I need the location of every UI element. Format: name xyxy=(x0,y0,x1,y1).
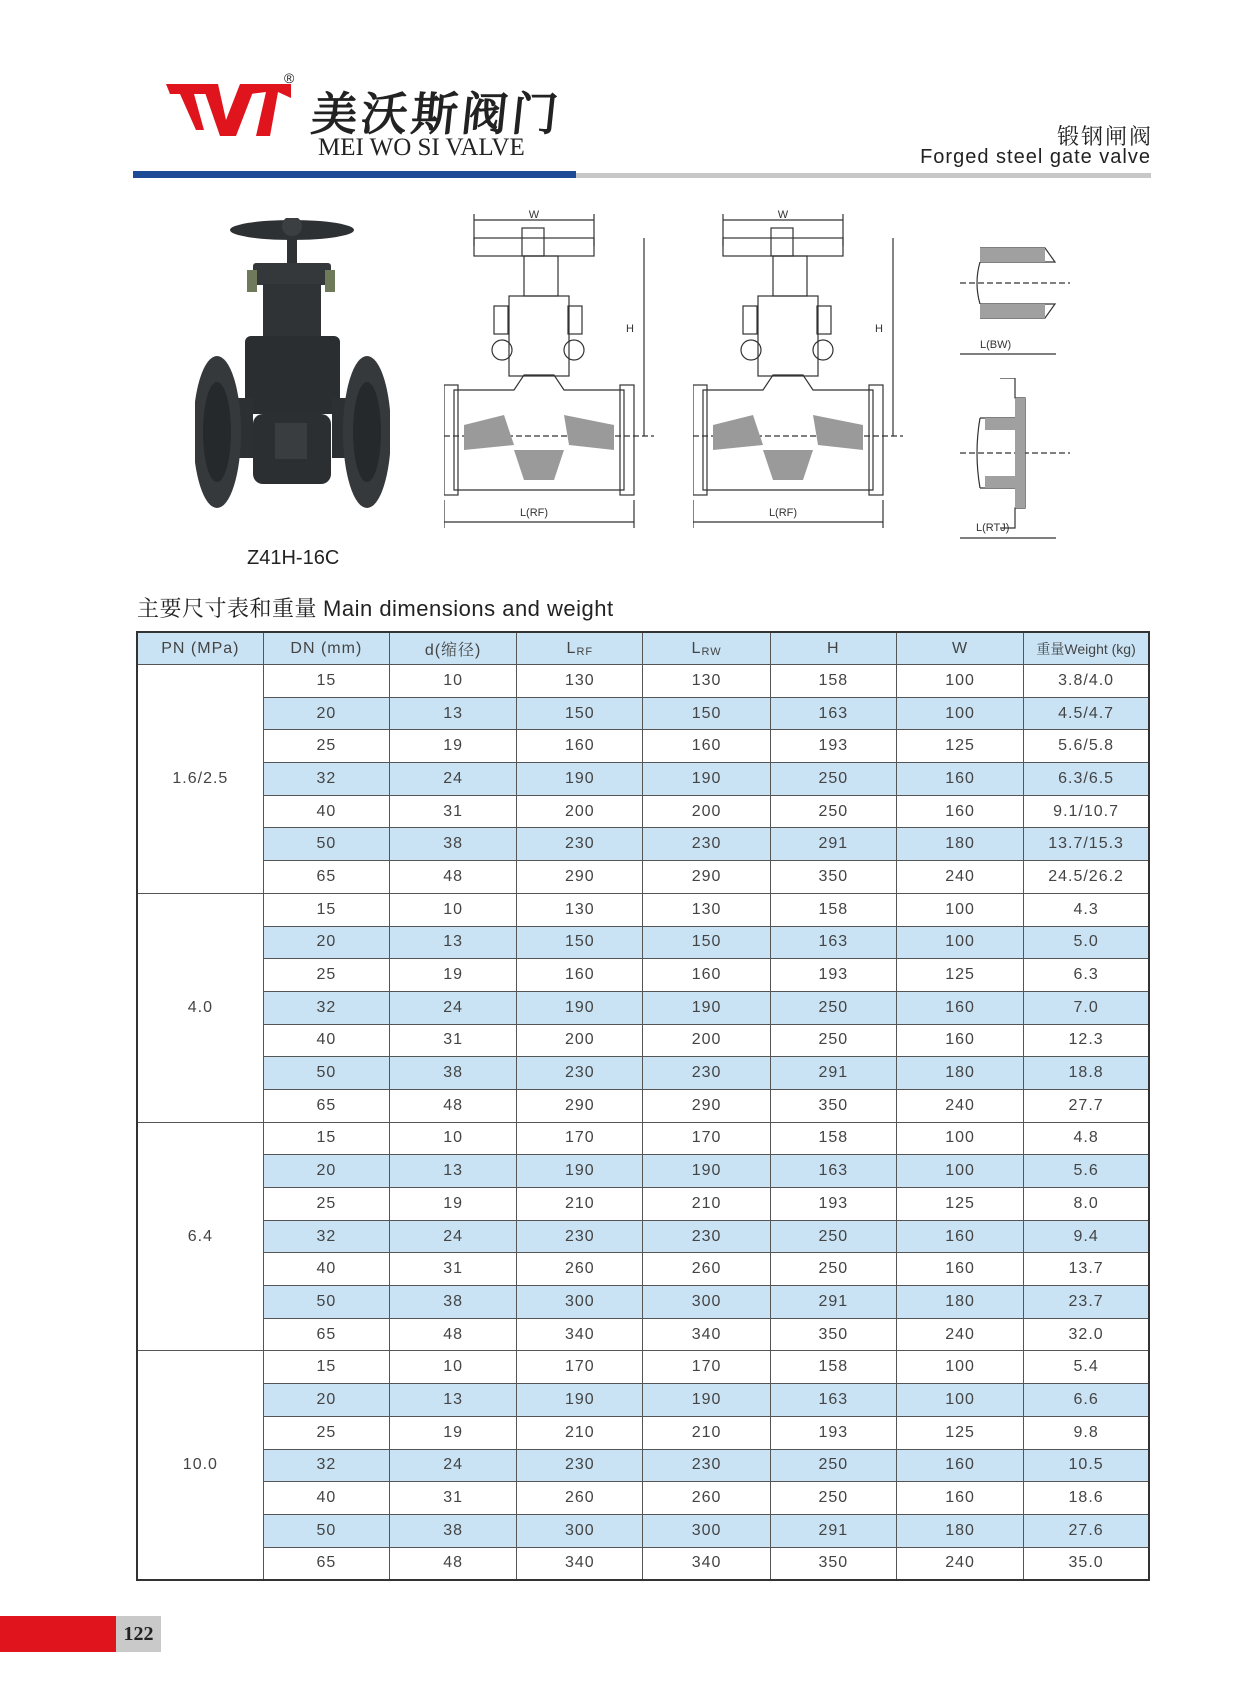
table-cell: 200 xyxy=(517,795,643,828)
table-cell: 250 xyxy=(770,1253,896,1286)
table-cell: 180 xyxy=(896,1057,1023,1090)
valve-photo-image xyxy=(195,218,390,538)
table-cell: 160 xyxy=(517,730,643,763)
table-cell: 230 xyxy=(643,1057,770,1090)
table-cell: 190 xyxy=(643,991,770,1024)
table-cell: 130 xyxy=(517,893,643,926)
table-cell: 180 xyxy=(896,1286,1023,1319)
table-cell: 15 xyxy=(263,1122,389,1155)
table-cell: 250 xyxy=(770,1482,896,1515)
table-cell: 230 xyxy=(643,1449,770,1482)
table-cell: 290 xyxy=(517,861,643,894)
table-row xyxy=(137,828,1149,861)
table-row xyxy=(137,1351,1149,1384)
table-row xyxy=(137,959,1149,992)
table-cell: 13 xyxy=(389,697,516,730)
table-row xyxy=(137,1122,1149,1155)
table-cell: 19 xyxy=(389,1416,516,1449)
header-d: d(缩径) xyxy=(389,632,516,665)
table-cell: 230 xyxy=(643,828,770,861)
bw-end-drawing xyxy=(960,238,1070,368)
table-cell: 48 xyxy=(389,1318,516,1351)
table-cell: 260 xyxy=(517,1482,643,1515)
table-cell: 4.5/4.7 xyxy=(1024,697,1149,730)
table-cell: 160 xyxy=(896,763,1023,796)
section-title xyxy=(137,592,620,623)
table-cell: 31 xyxy=(389,1482,516,1515)
table-cell: 291 xyxy=(770,1514,896,1547)
header-lrf: LRF xyxy=(517,632,643,665)
table-cell: 65 xyxy=(263,1547,389,1580)
rtj-label: L(RTJ) xyxy=(976,522,1010,534)
table-cell: 158 xyxy=(770,893,896,926)
table-row xyxy=(137,1057,1149,1090)
table-cell: 125 xyxy=(896,730,1023,763)
product-model-label: Z41H-16C xyxy=(247,547,340,569)
header-pn: PN (MPa) xyxy=(137,632,263,665)
table-cell: 38 xyxy=(389,1057,516,1090)
table-cell: 18.8 xyxy=(1024,1057,1149,1090)
table-cell: 160 xyxy=(896,1024,1023,1057)
table-row xyxy=(137,763,1149,796)
table-cell: 6.3/6.5 xyxy=(1024,763,1149,796)
table-cell: 190 xyxy=(517,1384,643,1417)
table-cell: 290 xyxy=(643,1089,770,1122)
pn-cell: 10.0 xyxy=(137,1351,263,1580)
table-cell: 19 xyxy=(389,959,516,992)
table-cell: 350 xyxy=(770,1089,896,1122)
table-cell: 240 xyxy=(896,1318,1023,1351)
table-cell: 100 xyxy=(896,697,1023,730)
table-cell: 130 xyxy=(517,665,643,698)
brand-name-en: MEI WO SI VALVE xyxy=(318,134,525,161)
table-cell: 340 xyxy=(517,1318,643,1351)
table-cell: 291 xyxy=(770,1057,896,1090)
table-row xyxy=(137,861,1149,894)
table-cell: 190 xyxy=(643,1155,770,1188)
table-cell: 160 xyxy=(643,959,770,992)
table-cell: 20 xyxy=(263,697,389,730)
header-rule-blue xyxy=(133,171,576,178)
table-cell: 65 xyxy=(263,1089,389,1122)
table-cell: 5.4 xyxy=(1024,1351,1149,1384)
table-cell: 20 xyxy=(263,926,389,959)
table-cell: 240 xyxy=(896,861,1023,894)
table-cell: 32 xyxy=(263,1220,389,1253)
table-cell: 250 xyxy=(770,1024,896,1057)
table-cell: 210 xyxy=(517,1416,643,1449)
table-cell: 230 xyxy=(517,1449,643,1482)
table-cell: 150 xyxy=(643,697,770,730)
table-cell: 38 xyxy=(389,1286,516,1319)
table-cell: 32 xyxy=(263,763,389,796)
table-cell: 32.0 xyxy=(1024,1318,1149,1351)
table-cell: 170 xyxy=(517,1351,643,1384)
table-cell: 340 xyxy=(643,1547,770,1580)
table-row xyxy=(137,1384,1149,1417)
table-cell: 15 xyxy=(263,1351,389,1384)
table-cell: 13.7/15.3 xyxy=(1024,828,1149,861)
table-row xyxy=(137,1318,1149,1351)
table-cell: 24 xyxy=(389,991,516,1024)
table-cell: 35.0 xyxy=(1024,1547,1149,1580)
table-row xyxy=(137,1286,1149,1319)
table-cell: 230 xyxy=(517,1220,643,1253)
table-cell: 163 xyxy=(770,1384,896,1417)
page-number: 122 xyxy=(116,1616,161,1652)
bw-label: L(BW) xyxy=(980,339,1012,351)
table-cell: 300 xyxy=(643,1514,770,1547)
header-h: H xyxy=(770,632,896,665)
table-row xyxy=(137,1482,1149,1515)
table-cell: 158 xyxy=(770,1351,896,1384)
table-cell: 180 xyxy=(896,1514,1023,1547)
table-cell: 38 xyxy=(389,828,516,861)
table-cell: 160 xyxy=(896,991,1023,1024)
valve-drawing-rf-left xyxy=(444,210,664,540)
table-row xyxy=(137,1220,1149,1253)
table-cell: 13 xyxy=(389,926,516,959)
table-cell: 4.3 xyxy=(1024,893,1149,926)
table-cell: 291 xyxy=(770,1286,896,1319)
table-cell: 300 xyxy=(517,1286,643,1319)
table-cell: 50 xyxy=(263,1286,389,1319)
table-cell: 160 xyxy=(896,1220,1023,1253)
valve-drawing-rf-right xyxy=(693,210,913,540)
table-cell: 13 xyxy=(389,1384,516,1417)
pn-cell: 6.4 xyxy=(137,1122,263,1351)
table-cell: 25 xyxy=(263,1188,389,1221)
table-cell: 19 xyxy=(389,1188,516,1221)
table-cell: 24 xyxy=(389,763,516,796)
table-row xyxy=(137,1155,1149,1188)
table-row xyxy=(137,1188,1149,1221)
table-cell: 240 xyxy=(896,1089,1023,1122)
drawing-h-label: H xyxy=(875,323,883,335)
table-cell: 13 xyxy=(389,1155,516,1188)
table-cell: 190 xyxy=(517,991,643,1024)
table-cell: 10 xyxy=(389,1122,516,1155)
table-cell: 158 xyxy=(770,665,896,698)
drawing-w-label: W xyxy=(777,210,789,221)
table-cell: 290 xyxy=(517,1089,643,1122)
table-cell: 200 xyxy=(643,795,770,828)
dimensions-table xyxy=(136,631,1150,1581)
table-cell: 9.8 xyxy=(1024,1416,1149,1449)
table-cell: 5.6/5.8 xyxy=(1024,730,1149,763)
table-cell: 260 xyxy=(643,1482,770,1515)
table-cell: 65 xyxy=(263,1318,389,1351)
table-cell: 31 xyxy=(389,1253,516,1286)
table-cell: 48 xyxy=(389,861,516,894)
table-cell: 38 xyxy=(389,1514,516,1547)
table-cell: 193 xyxy=(770,1188,896,1221)
table-cell: 230 xyxy=(517,1057,643,1090)
table-cell: 230 xyxy=(517,828,643,861)
table-cell: 160 xyxy=(517,959,643,992)
table-cell: 130 xyxy=(643,893,770,926)
table-cell: 160 xyxy=(643,730,770,763)
table-cell: 50 xyxy=(263,1057,389,1090)
table-cell: 250 xyxy=(770,1220,896,1253)
table-row xyxy=(137,1514,1149,1547)
table-cell: 350 xyxy=(770,1547,896,1580)
table-cell: 160 xyxy=(896,1253,1023,1286)
table-cell: 27.6 xyxy=(1024,1514,1149,1547)
table-cell: 240 xyxy=(896,1547,1023,1580)
table-cell: 24 xyxy=(389,1449,516,1482)
table-cell: 125 xyxy=(896,1416,1023,1449)
table-cell: 10.5 xyxy=(1024,1449,1149,1482)
rtj-end-drawing xyxy=(960,378,1070,543)
table-cell: 48 xyxy=(389,1547,516,1580)
table-header-row xyxy=(137,632,1149,665)
table-cell: 260 xyxy=(643,1253,770,1286)
table-cell: 48 xyxy=(389,1089,516,1122)
table-cell: 150 xyxy=(643,926,770,959)
table-cell: 190 xyxy=(643,1384,770,1417)
header-dn: DN (mm) xyxy=(263,632,389,665)
table-cell: 13.7 xyxy=(1024,1253,1149,1286)
table-cell: 150 xyxy=(517,926,643,959)
table-cell: 15 xyxy=(263,665,389,698)
table-cell: 31 xyxy=(389,1024,516,1057)
table-cell: 65 xyxy=(263,861,389,894)
table-cell: 250 xyxy=(770,795,896,828)
table-cell: 150 xyxy=(517,697,643,730)
table-cell: 193 xyxy=(770,730,896,763)
table-cell: 7.0 xyxy=(1024,991,1149,1024)
table-cell: 193 xyxy=(770,959,896,992)
section-title-cn: 主要尺寸表和重量 xyxy=(137,596,318,621)
table-cell: 200 xyxy=(643,1024,770,1057)
table-cell: 125 xyxy=(896,1188,1023,1221)
table-cell: 27.7 xyxy=(1024,1089,1149,1122)
table-cell: 100 xyxy=(896,926,1023,959)
table-cell: 170 xyxy=(517,1122,643,1155)
registered-mark: ® xyxy=(284,70,295,86)
page-title-cn: 锻钢闸阀 xyxy=(1056,125,1153,150)
table-cell: 32 xyxy=(263,991,389,1024)
table-cell: 9.4 xyxy=(1024,1220,1149,1253)
table-cell: 170 xyxy=(643,1351,770,1384)
table-row xyxy=(137,991,1149,1024)
table-cell: 40 xyxy=(263,795,389,828)
table-cell: 31 xyxy=(389,795,516,828)
table-cell: 210 xyxy=(517,1188,643,1221)
table-cell: 163 xyxy=(770,697,896,730)
table-cell: 25 xyxy=(263,959,389,992)
table-cell: 163 xyxy=(770,1155,896,1188)
table-cell: 100 xyxy=(896,1384,1023,1417)
table-row xyxy=(137,795,1149,828)
table-cell: 340 xyxy=(517,1547,643,1580)
footer-red-bar xyxy=(0,1616,116,1652)
table-row xyxy=(137,926,1149,959)
table-cell: 190 xyxy=(643,763,770,796)
table-cell: 250 xyxy=(770,763,896,796)
pn-cell: 1.6/2.5 xyxy=(137,665,263,894)
table-cell: 210 xyxy=(643,1188,770,1221)
table-cell: 9.1/10.7 xyxy=(1024,795,1149,828)
table-cell: 10 xyxy=(389,665,516,698)
table-cell: 5.6 xyxy=(1024,1155,1149,1188)
brand-logo-icon xyxy=(166,80,291,140)
table-cell: 15 xyxy=(263,893,389,926)
table-row xyxy=(137,697,1149,730)
table-row xyxy=(137,665,1149,698)
table-cell: 4.8 xyxy=(1024,1122,1149,1155)
table-cell: 6.3 xyxy=(1024,959,1149,992)
section-title-en: Main dimensions and weight xyxy=(323,596,614,621)
table-cell: 340 xyxy=(643,1318,770,1351)
pn-cell: 4.0 xyxy=(137,893,263,1122)
table-cell: 160 xyxy=(896,1482,1023,1515)
table-cell: 19 xyxy=(389,730,516,763)
header-w: W xyxy=(896,632,1023,665)
table-cell: 6.6 xyxy=(1024,1384,1149,1417)
table-cell: 24.5/26.2 xyxy=(1024,861,1149,894)
table-row xyxy=(137,1089,1149,1122)
table-row xyxy=(137,893,1149,926)
table-cell: 230 xyxy=(643,1220,770,1253)
drawing-l-label: L(RF) xyxy=(519,507,549,519)
table-cell: 290 xyxy=(643,861,770,894)
table-cell: 3.8/4.0 xyxy=(1024,665,1149,698)
table-cell: 160 xyxy=(896,1449,1023,1482)
header-rule-gray xyxy=(576,173,1151,178)
drawing-w-label: W xyxy=(528,210,540,221)
table-cell: 12.3 xyxy=(1024,1024,1149,1057)
table-cell: 170 xyxy=(643,1122,770,1155)
table-cell: 20 xyxy=(263,1155,389,1188)
table-cell: 250 xyxy=(770,991,896,1024)
table-cell: 350 xyxy=(770,1318,896,1351)
table-cell: 32 xyxy=(263,1449,389,1482)
table-cell: 300 xyxy=(643,1286,770,1319)
table-cell: 291 xyxy=(770,828,896,861)
table-cell: 50 xyxy=(263,828,389,861)
table-cell: 260 xyxy=(517,1253,643,1286)
table-cell: 5.0 xyxy=(1024,926,1149,959)
table-cell: 40 xyxy=(263,1253,389,1286)
drawing-h-label: H xyxy=(626,323,634,335)
table-cell: 160 xyxy=(896,795,1023,828)
brand-name-cn: 美沃斯阀门 xyxy=(308,87,565,141)
header-weight: 重量Weight (kg) xyxy=(1024,632,1149,665)
table-cell: 190 xyxy=(517,1155,643,1188)
table-cell: 50 xyxy=(263,1514,389,1547)
table-cell: 100 xyxy=(896,1155,1023,1188)
table-cell: 158 xyxy=(770,1122,896,1155)
table-cell: 300 xyxy=(517,1514,643,1547)
table-cell: 10 xyxy=(389,1351,516,1384)
table-cell: 100 xyxy=(896,665,1023,698)
table-cell: 250 xyxy=(770,1449,896,1482)
table-cell: 100 xyxy=(896,1351,1023,1384)
table-cell: 200 xyxy=(517,1024,643,1057)
table-cell: 18.6 xyxy=(1024,1482,1149,1515)
table-cell: 125 xyxy=(896,959,1023,992)
header-lrw: LRW xyxy=(643,632,770,665)
table-row xyxy=(137,1547,1149,1580)
table-cell: 100 xyxy=(896,893,1023,926)
table-cell: 350 xyxy=(770,861,896,894)
table-cell: 40 xyxy=(263,1482,389,1515)
table-cell: 25 xyxy=(263,730,389,763)
table-row xyxy=(137,730,1149,763)
table-cell: 25 xyxy=(263,1416,389,1449)
drawing-l-label: L(RF) xyxy=(768,507,798,519)
table-cell: 24 xyxy=(389,1220,516,1253)
table-cell: 190 xyxy=(517,763,643,796)
table-cell: 180 xyxy=(896,828,1023,861)
table-row xyxy=(137,1449,1149,1482)
table-row xyxy=(137,1416,1149,1449)
table-cell: 20 xyxy=(263,1384,389,1417)
table-row xyxy=(137,1253,1149,1286)
table-cell: 8.0 xyxy=(1024,1188,1149,1221)
table-cell: 210 xyxy=(643,1416,770,1449)
table-cell: 193 xyxy=(770,1416,896,1449)
table-cell: 10 xyxy=(389,893,516,926)
table-cell: 130 xyxy=(643,665,770,698)
table-cell: 23.7 xyxy=(1024,1286,1149,1319)
page-title-en: Forged steel gate valve xyxy=(920,146,1151,168)
table-cell: 163 xyxy=(770,926,896,959)
table-row xyxy=(137,1024,1149,1057)
table-cell: 100 xyxy=(896,1122,1023,1155)
table-cell: 40 xyxy=(263,1024,389,1057)
